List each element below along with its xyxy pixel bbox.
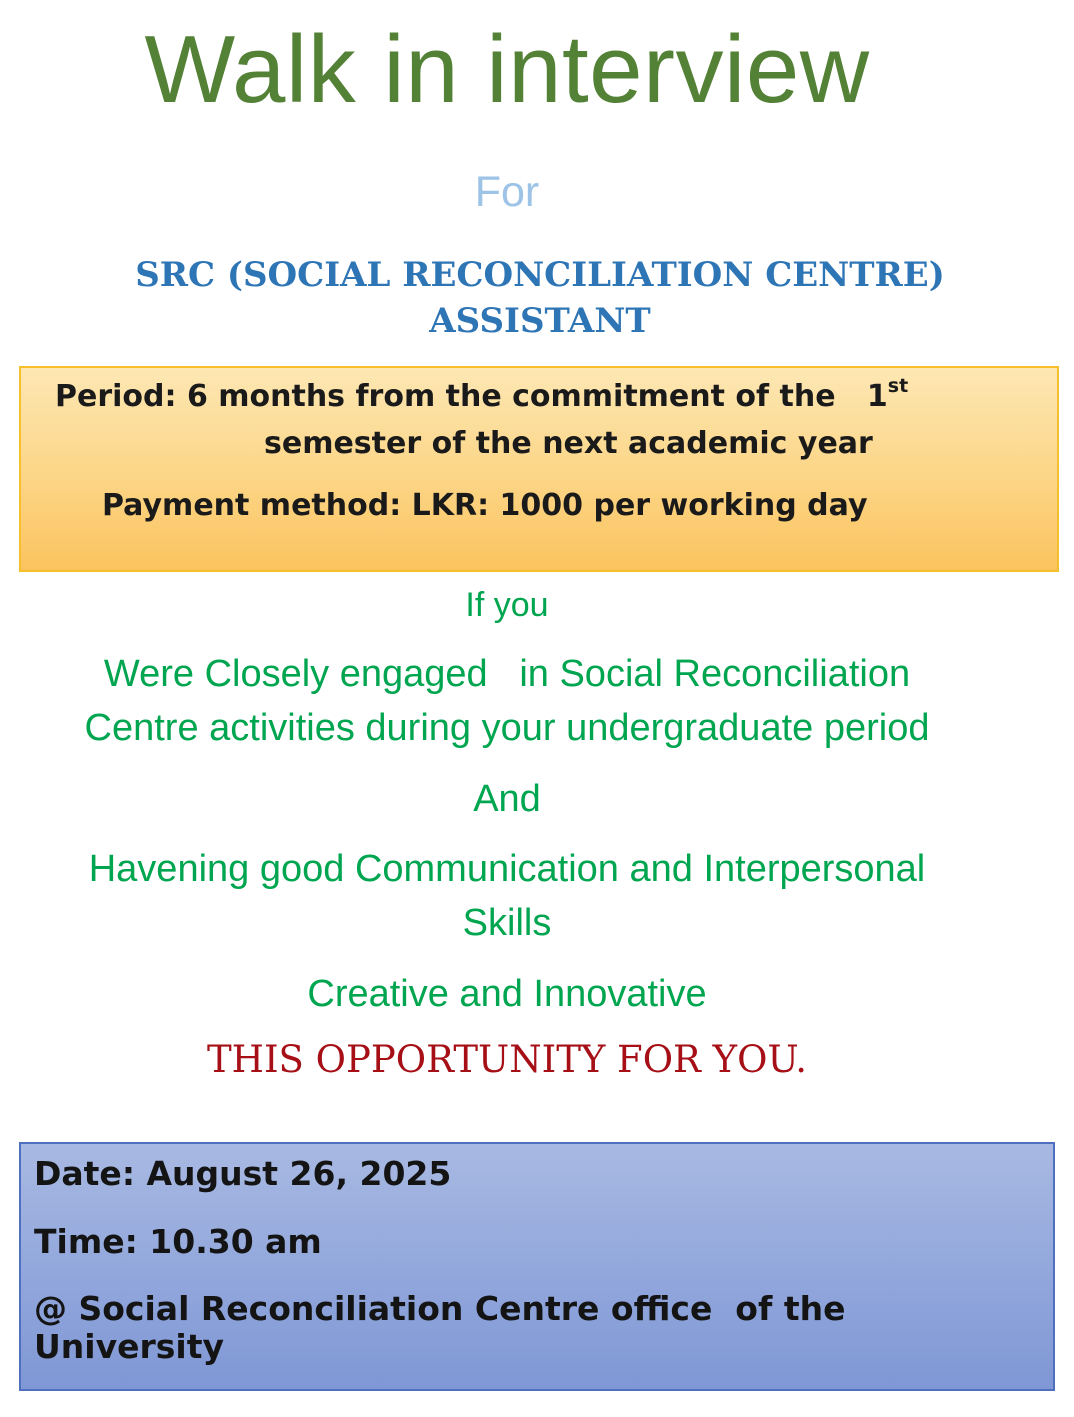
payment-method: Payment method: LKR: 1000 per working day: [102, 488, 868, 523]
criteria-communication: [0, 842, 1014, 950]
criteria-creative: Creative and Innovative: [307, 973, 707, 1015]
interview-date: Date: August 26, 2025: [34, 1154, 452, 1193]
criteria-intro: If you: [465, 586, 549, 624]
page-title: Walk in interview: [144, 16, 870, 123]
period-line2: semester of the next academic year: [264, 426, 873, 461]
opportunity-banner: THIS OPPORTUNITY FOR YOU.: [207, 1038, 807, 1081]
position-title-line2: ASSISTANT: [429, 301, 651, 341]
criteria-engagement-line1: Were Closely engaged in Social Reconciliation: [103, 653, 911, 695]
period-superscript: st: [887, 375, 909, 397]
criteria-communication-line2: Skills: [462, 902, 552, 944]
period-line1-text: Period: 6 months from the commitment of the 1: [55, 379, 888, 414]
criteria-engagement-line2: Centre activities during your undergraduate period: [84, 707, 930, 749]
position-title: [0, 252, 1074, 344]
interview-venue-line1: @ Social Reconciliation Centre office of the: [34, 1289, 846, 1328]
criteria-and: And: [473, 778, 541, 820]
criteria-engagement: [0, 647, 1014, 755]
interview-venue-line2: University: [34, 1327, 225, 1366]
for-label: For: [474, 168, 540, 216]
period-line1: [55, 376, 908, 418]
criteria-communication-line1: Havening good Communication and Interpersonal: [88, 848, 926, 890]
position-title-line1: SRC (SOCIAL RECONCILIATION CENTRE): [135, 255, 945, 295]
interview-time: Time: 10.30 am: [34, 1222, 322, 1261]
